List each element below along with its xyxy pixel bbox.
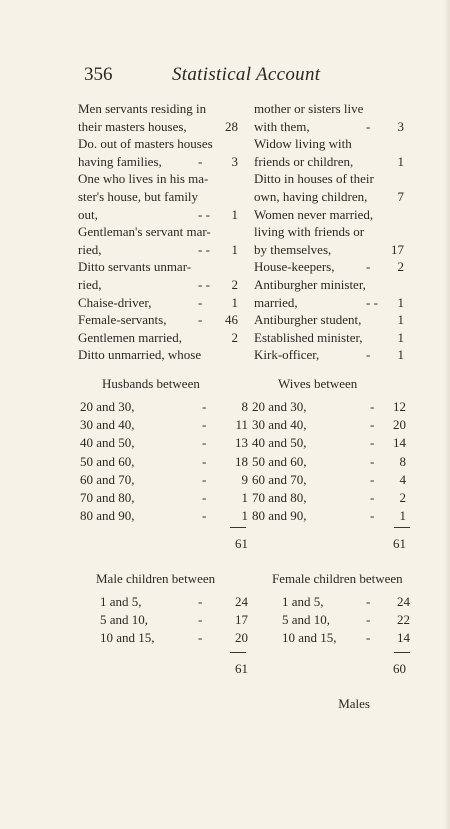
right-list-item-label: living with friends or	[254, 224, 365, 240]
husbands-row-value: 1	[241, 490, 248, 505]
male-children-row-dash: -	[198, 630, 203, 646]
right-list-item-dash: -	[366, 347, 371, 363]
right-list-item-label: with them,	[254, 118, 310, 134]
female-children-total-rule	[394, 652, 410, 653]
wives-row-label: 60 and 70,	[252, 471, 307, 487]
male-children-row-dash: -	[198, 594, 203, 609]
wives-row-label: 40 and 50,	[252, 435, 307, 451]
left-list-item-label: Ditto unmarried, whose	[78, 347, 202, 363]
left-list-item-value: 28	[225, 118, 238, 134]
wives-row-dash: -	[370, 417, 375, 433]
female-children-table	[282, 593, 410, 649]
husbands-row-dash: -	[202, 490, 207, 505]
right-list-item-dash: -	[366, 118, 371, 134]
husbands-total-rule	[230, 527, 246, 528]
right-list-item-label: own, having children,	[254, 189, 368, 204]
husbands-row-dash: -	[202, 471, 207, 487]
husbands-row-label: 30 and 40,	[80, 417, 135, 433]
male-children-row-label: 10 and 15,	[100, 630, 155, 646]
right-list-item-label: by themselves,	[254, 241, 332, 257]
left-list-item-label: their masters houses,	[78, 118, 187, 134]
right-list-item-label: mother or sisters live	[254, 101, 364, 116]
right-list-item-value: 17	[391, 241, 404, 257]
wives-row-dash: -	[370, 435, 375, 451]
female-children-row-label: 10 and 15,	[282, 630, 337, 646]
left-list	[78, 100, 238, 365]
wives-row-label: 30 and 40,	[252, 417, 307, 433]
left-list-item-label: ried,	[78, 241, 102, 257]
husbands-row-dash: -	[202, 435, 207, 451]
husbands-row-dash: -	[202, 417, 207, 433]
husbands-row-dash: -	[202, 453, 207, 469]
wives-row-value: 2	[399, 490, 406, 505]
male-children-row-label: 5 and 10,	[100, 612, 149, 628]
husbands-row-label: 60 and 70,	[80, 471, 135, 487]
right-list-item-value: 1	[397, 294, 404, 310]
wives-row-value: 4	[399, 471, 406, 487]
page-edge	[444, 0, 450, 829]
female-children-row-label: 5 and 10,	[282, 612, 331, 628]
husbands-row-value: 1	[241, 508, 248, 524]
husbands-row-value: 11	[235, 417, 248, 433]
page-number: 356	[84, 64, 113, 85]
wives-row-value: 20	[393, 417, 406, 433]
female-children-total: 60	[393, 661, 406, 676]
male-children-total: 61	[235, 661, 248, 676]
right-list-item-label: friends or children,	[254, 153, 354, 169]
left-list-item-label: out,	[78, 206, 98, 222]
husbands-row-label: 40 and 50,	[80, 435, 135, 451]
female-children-row-label: 1 and 5,	[282, 594, 324, 609]
right-list-item-value: 1	[397, 347, 404, 363]
right-list-item-label: Ditto in houses of their	[254, 171, 374, 187]
left-list-item-value: 46	[225, 312, 238, 328]
husbands-row-label: 80 and 90,	[80, 508, 135, 524]
right-list-item-value: 7	[397, 189, 404, 204]
husbands-row-dash: -	[202, 399, 207, 414]
female-children-row-value: 24	[397, 594, 410, 609]
left-list-item-label: Do. out of masters houses	[78, 136, 213, 152]
right-list-item-label: Antiburgher minister,	[254, 277, 366, 292]
left-list-item-label: Ditto servants unmar-	[78, 259, 192, 275]
male-children-row-value: 20	[235, 630, 248, 646]
right-list-item-label: Antiburgher student,	[254, 312, 362, 328]
left-list-item-value: 1	[231, 206, 238, 222]
wives-total-rule	[394, 527, 410, 528]
left-list-item-value: 1	[231, 241, 238, 257]
left-list-item-dash: - -	[198, 277, 210, 292]
male-children-row-value: 24	[235, 594, 248, 609]
right-list-item-label: married,	[254, 294, 298, 310]
left-list-item-label: Gentleman's servant mar-	[78, 224, 211, 240]
male-children-total-rule	[230, 652, 246, 653]
husbands-total: 61	[235, 536, 248, 551]
right-list-item-dash: - -	[366, 294, 378, 310]
right-list-item-label: Women never married,	[254, 206, 374, 222]
wives-heading: Wives between	[278, 376, 358, 391]
husbands-row-dash: -	[202, 508, 207, 524]
right-list-item-label: Established minister,	[254, 329, 363, 345]
left-list-item-dash: - -	[198, 206, 210, 222]
male-children-row-label: 1 and 5,	[100, 594, 142, 609]
left-list-item-label: Men servants residing in	[78, 101, 207, 116]
husbands-row-value: 18	[235, 453, 248, 469]
right-list-item-label: Widow living with	[254, 136, 352, 152]
right-list	[254, 100, 404, 365]
right-list-item-value: 1	[397, 312, 404, 328]
wives-row-label: 80 and 90,	[252, 508, 307, 524]
wives-row-dash: -	[370, 508, 375, 524]
female-children-row-value: 14	[397, 630, 410, 646]
left-list-item-value: 1	[231, 294, 238, 310]
left-list-item-dash: -	[198, 312, 203, 328]
husbands-table	[80, 398, 248, 528]
running-title: Statistical Account	[172, 64, 321, 85]
husbands-row-value: 13	[235, 435, 248, 451]
husbands-row-label: 20 and 30,	[80, 399, 135, 414]
left-list-item-value: 2	[231, 277, 238, 292]
wives-total: 61	[393, 536, 406, 551]
male-children-row-value: 17	[235, 612, 248, 628]
wives-row-dash: -	[370, 490, 375, 505]
right-list-item-value: 3	[397, 118, 404, 134]
female-children-row-dash: -	[366, 612, 371, 628]
wives-row-label: 20 and 30,	[252, 399, 307, 414]
wives-row-value: 1	[399, 508, 406, 524]
left-list-item-dash: - -	[198, 241, 210, 257]
male-children-heading: Male children between	[96, 571, 216, 586]
male-children-row-dash: -	[198, 612, 203, 628]
husbands-row-value: 9	[241, 471, 248, 487]
wives-row-dash: -	[370, 399, 375, 414]
left-list-item-dash: -	[198, 153, 203, 169]
female-children-row-dash: -	[366, 630, 371, 646]
wives-row-dash: -	[370, 453, 375, 469]
wives-row-value: 12	[393, 399, 406, 414]
left-list-item-label: having families,	[78, 153, 162, 169]
female-children-row-dash: -	[366, 594, 371, 609]
husbands-row-label: 70 and 80,	[80, 490, 135, 505]
wives-row-label: 70 and 80,	[252, 490, 307, 505]
wives-row-value: 14	[393, 435, 406, 451]
right-list-item-label: Kirk-officer,	[254, 347, 320, 363]
left-list-item-label: One who lives in his ma-	[78, 171, 209, 187]
right-list-item-dash: -	[366, 259, 371, 275]
left-list-item-label: Gentlemen married,	[78, 329, 182, 345]
left-list-item-label: ried,	[78, 277, 102, 292]
wives-row-value: 8	[399, 453, 406, 469]
male-children-table	[100, 593, 248, 649]
right-list-item-label: House-keepers,	[254, 259, 335, 275]
wives-table	[252, 398, 406, 528]
wives-row-dash: -	[370, 471, 375, 487]
right-list-item-value: 2	[397, 259, 404, 275]
left-list-item-value: 2	[231, 329, 238, 345]
husbands-heading: Husbands between	[102, 376, 200, 391]
husbands-row-label: 50 and 60,	[80, 453, 135, 469]
left-list-item-dash: -	[198, 294, 203, 310]
left-list-item-value: 3	[231, 153, 238, 169]
female-children-heading: Female children between	[272, 571, 403, 586]
husbands-row-value: 8	[241, 399, 248, 414]
left-list-item-label: Chaise-driver,	[78, 294, 152, 310]
right-list-item-value: 1	[397, 153, 404, 169]
catchword: Males	[338, 696, 370, 711]
right-list-item-value: 1	[397, 329, 404, 345]
wives-row-label: 50 and 60,	[252, 453, 307, 469]
left-list-item-label: ster's house, but family	[78, 189, 199, 204]
female-children-row-value: 22	[397, 612, 410, 628]
left-list-item-label: Female-servants,	[78, 312, 167, 328]
